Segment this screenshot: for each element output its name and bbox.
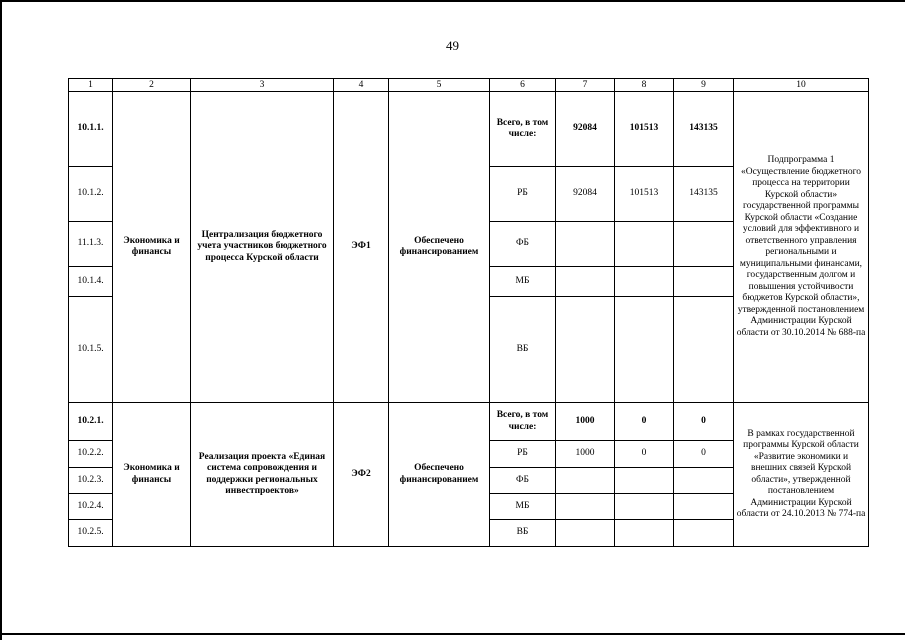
value-cell (556, 520, 615, 547)
value-cell (556, 297, 615, 403)
source-cell: Всего, в том числе: (490, 403, 556, 441)
program-table (68, 78, 869, 547)
note-cell: В рамках государственной программы Курской области «Развитие экономики и внешних связей Курской области», утвержденной постановлением Администрации Курской области от 24.10.2013 № 774-па (734, 403, 869, 547)
value-cell (615, 267, 674, 297)
source-cell: ФБ (490, 468, 556, 494)
value-cell (674, 468, 734, 494)
row-code: 10.2.3. (69, 468, 113, 494)
value-cell: 101513 (615, 167, 674, 222)
row-code: 10.1.4. (69, 267, 113, 297)
source-cell: ВБ (490, 520, 556, 547)
row-code: 10.2.1. (69, 403, 113, 441)
scan-edge-left (0, 0, 2, 640)
value-cell (674, 297, 734, 403)
value-cell: 101513 (615, 92, 674, 167)
header-cell: 6 (490, 79, 556, 92)
value-cell (615, 297, 674, 403)
header-cell: 1 (69, 79, 113, 92)
value-cell (615, 468, 674, 494)
row-code: 10.1.2. (69, 167, 113, 222)
value-cell: 0 (615, 441, 674, 468)
value-cell: 92084 (556, 167, 615, 222)
indicator-code: ЭФ1 (334, 92, 389, 403)
header-cell: 3 (191, 79, 334, 92)
row-code: 10.1.1. (69, 92, 113, 167)
source-cell: ВБ (490, 297, 556, 403)
header-row (69, 79, 869, 92)
value-cell (615, 494, 674, 520)
value-cell: 0 (674, 403, 734, 441)
value-cell: 1000 (556, 441, 615, 468)
note-cell: Подпрограмма 1 «Осуществление бюджетного процесса на территории Курской области» государственной программы Курской области «Создание условий для эффективного и ответственного управления региональными и муниципальными финансами, государственным долгом и повышения устойчивости бюджетов Курской области», утвержденной постановлением Администрации Курской области от 30.10.2014 № 688-па (734, 92, 869, 403)
header-cell: 4 (334, 79, 389, 92)
source-cell: РБ (490, 167, 556, 222)
value-cell (674, 267, 734, 297)
value-cell: 0 (674, 441, 734, 468)
source-cell: РБ (490, 441, 556, 468)
value-cell (674, 222, 734, 267)
header-cell: 10 (734, 79, 869, 92)
page-number: 49 (446, 38, 459, 53)
value-cell (556, 222, 615, 267)
value-cell: 92084 (556, 92, 615, 167)
value-cell (556, 267, 615, 297)
value-cell: 143135 (674, 92, 734, 167)
result-cell: Обеспечено финансированием (389, 403, 490, 547)
result-cell: Обеспечено финансированием (389, 92, 490, 403)
value-cell (556, 468, 615, 494)
row-code: 10.2.4. (69, 494, 113, 520)
area-cell: Экономика и финансы (113, 92, 191, 403)
scan-edge-bottom (0, 633, 905, 635)
source-cell: Всего, в том числе: (490, 92, 556, 167)
scan-edge-top (0, 0, 905, 2)
value-cell: 0 (615, 403, 674, 441)
value-cell: 1000 (556, 403, 615, 441)
value-cell: 143135 (674, 167, 734, 222)
row-code: 10.2.5. (69, 520, 113, 547)
header-cell: 2 (113, 79, 191, 92)
value-cell (674, 520, 734, 547)
row-code: 10.1.5. (69, 297, 113, 403)
header-cell: 5 (389, 79, 490, 92)
header-cell: 9 (674, 79, 734, 92)
indicator-code: ЭФ2 (334, 403, 389, 547)
value-cell (615, 520, 674, 547)
area-cell: Экономика и финансы (113, 403, 191, 547)
source-cell: ФБ (490, 222, 556, 267)
measure-name: Централизация бюджетного учета участников бюджетного процесса Курской области (191, 92, 334, 403)
table-row (69, 403, 869, 441)
header-cell: 7 (556, 79, 615, 92)
measure-name: Реализация проекта «Единая система сопровождения и поддержки региональных инвестпроектов» (191, 403, 334, 547)
value-cell (674, 494, 734, 520)
value-cell (556, 494, 615, 520)
source-cell: МБ (490, 267, 556, 297)
table-row (69, 92, 869, 167)
header-cell: 8 (615, 79, 674, 92)
value-cell (615, 222, 674, 267)
source-cell: МБ (490, 494, 556, 520)
row-code: 11.1.3. (69, 222, 113, 267)
row-code: 10.2.2. (69, 441, 113, 468)
